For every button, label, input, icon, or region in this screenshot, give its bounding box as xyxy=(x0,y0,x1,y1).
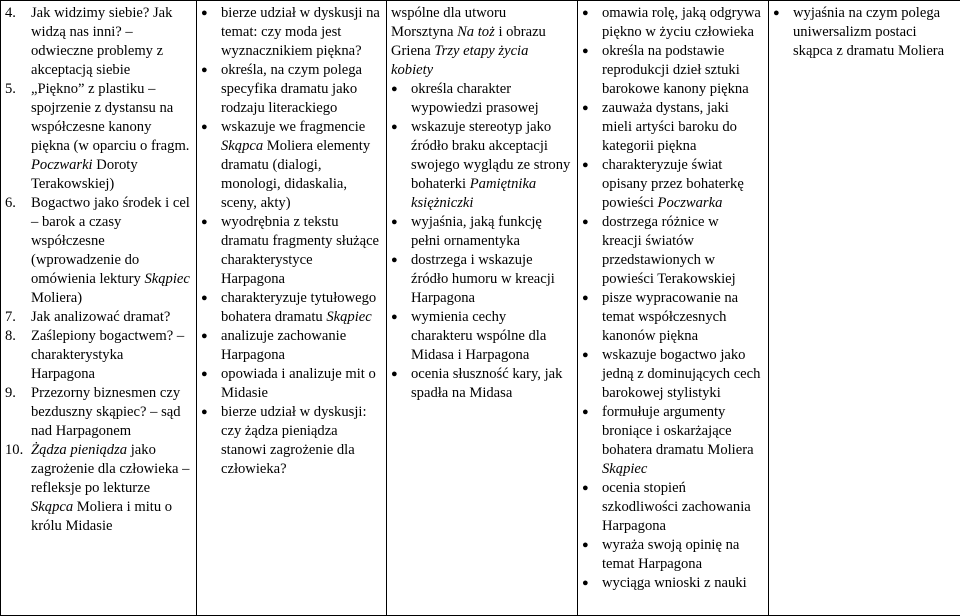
bullet-icon: ● xyxy=(201,365,221,403)
advanced-requirement-item xyxy=(582,479,762,536)
extended-requirement-item xyxy=(391,213,571,251)
topic-number: 9. xyxy=(5,384,31,441)
topic-text: „Piękno” z plastiku – spojrzenie z dystansu na współczesne kanony piękna (w oparciu o fragm. Poczwarki Doroty Terakowskiej) xyxy=(31,80,190,194)
topics-cell xyxy=(1,1,197,616)
extended-requirements-list xyxy=(391,80,571,403)
bullet-icon: ● xyxy=(773,4,793,61)
bullet-icon: ● xyxy=(582,574,602,593)
bullet-text: określa na podstawie reprodukcji dzieł sztuki barokowe kanony piękna xyxy=(602,42,762,99)
bullet-text: ocenia słuszność kary, jak spadła na Midasa xyxy=(411,365,571,403)
bullet-text: wskazuje bogactwo jako jedną z dominujących cech barokowej stylistyki xyxy=(602,346,762,403)
bullet-text: dostrzega różnice w kreacji światów przedstawionych w powieści Terakowskiej xyxy=(602,213,762,289)
topic-item xyxy=(5,384,190,441)
bullet-text: wymienia cechy charakteru wspólne dla Midasa i Harpagona xyxy=(411,308,571,365)
basic-requirements-list xyxy=(201,4,380,479)
bullet-icon: ● xyxy=(391,80,411,118)
topic-item xyxy=(5,441,190,536)
bullet-icon: ● xyxy=(391,308,411,365)
basic-requirement-item xyxy=(201,289,380,327)
topic-number: 7. xyxy=(5,308,31,327)
bullet-icon: ● xyxy=(391,213,411,251)
basic-requirement-item xyxy=(201,118,380,213)
bullet-text: omawia rolę, jaką odgrywa piękno w życiu człowieka xyxy=(602,4,762,42)
bullet-icon: ● xyxy=(582,536,602,574)
topic-number: 5. xyxy=(5,80,31,194)
bullet-icon: ● xyxy=(201,327,221,365)
advanced-requirement-item xyxy=(582,42,762,99)
topic-number: 10. xyxy=(5,441,31,536)
topic-item xyxy=(5,327,190,384)
bullet-text: wyciąga wnioski z nauki xyxy=(602,574,762,593)
bullet-text: bierze udział w dyskusji: czy żądza pieniądza stanowi zagrożenie dla człowieka? xyxy=(221,403,380,479)
topic-number: 6. xyxy=(5,194,31,308)
bullet-icon: ● xyxy=(582,4,602,42)
bullet-icon: ● xyxy=(582,479,602,536)
topic-text: Bogactwo jako środek i cel – barok a czasy współczesne (wprowadzenie do omówienia lektury Skąpiec Moliera) xyxy=(31,194,190,308)
extended-requirement-item xyxy=(391,365,571,403)
extended-requirements-cell xyxy=(387,1,578,616)
bullet-text: formułuje argumenty broniące i oskarżające bohatera dramatu Moliera Skąpiec xyxy=(602,403,762,479)
topic-number: 8. xyxy=(5,327,31,384)
basic-requirements-cell xyxy=(197,1,387,616)
bullet-text: wyodrębnia z tekstu dramatu fragmenty służące charakterystyce Harpagona xyxy=(221,213,380,289)
advanced-requirement-item xyxy=(582,213,762,289)
bullet-icon: ● xyxy=(582,99,602,156)
table-row xyxy=(1,1,960,616)
bullet-text: wyjaśnia na czym polega uniwersalizm postaci skąpca z dramatu Moliera xyxy=(793,4,954,61)
topic-text: Jak analizować dramat? xyxy=(31,308,190,327)
topic-item xyxy=(5,308,190,327)
advanced-requirement-item xyxy=(582,4,762,42)
extended-requirement-item xyxy=(391,118,571,213)
extended-requirement-item xyxy=(391,251,571,308)
bullet-icon: ● xyxy=(391,118,411,213)
bullet-text: pisze wypracowanie na temat współczesnych kanonów piękna xyxy=(602,289,762,346)
topic-text: Jak widzimy siebie? Jak widzą nas inni? – odwieczne problemy z akceptacją siebie xyxy=(31,4,190,80)
bullet-text: analizuje zachowanie Harpagona xyxy=(221,327,380,365)
bullet-text: określa, na czym polega specyfika dramatu jako rodzaju literackiego xyxy=(221,61,380,118)
advanced-requirement-item xyxy=(582,156,762,213)
bullet-icon: ● xyxy=(391,251,411,308)
bullet-text: wskazuje stereotyp jako źródło braku akceptacji swojego wyglądu ze strony bohaterki Pamiętnika księżniczki xyxy=(411,118,571,213)
topic-item xyxy=(5,80,190,194)
advanced-requirement-item xyxy=(582,289,762,346)
excellent-requirements-list xyxy=(773,4,954,61)
advanced-requirement-item xyxy=(582,536,762,574)
topic-text: Żądza pieniądza jako zagrożenie dla człowieka – refleksje po lekturze Skąpca Moliera i mitu o królu Midasie xyxy=(31,441,190,536)
bullet-text: zauważa dystans, jaki mieli artyści baroku do kategorii piękna xyxy=(602,99,762,156)
bullet-icon: ● xyxy=(582,156,602,213)
excellent-requirements-cell xyxy=(769,1,960,616)
bullet-text: określa charakter wypowiedzi prasowej xyxy=(411,80,571,118)
bullet-text: wskazuje we fragmencie Skąpca Moliera elementy dramatu (dialogi, monologi, didaskalia, sceny, akty) xyxy=(221,118,380,213)
bullet-icon: ● xyxy=(201,213,221,289)
topic-number: 4. xyxy=(5,4,31,80)
bullet-icon: ● xyxy=(582,403,602,479)
bullet-icon: ● xyxy=(201,61,221,118)
bullet-icon: ● xyxy=(582,42,602,99)
bullet-text: wyjaśnia, jaką funkcję pełni ornamentyka xyxy=(411,213,571,251)
topic-item xyxy=(5,194,190,308)
bullet-icon: ● xyxy=(201,118,221,213)
bullet-icon: ● xyxy=(582,289,602,346)
basic-requirement-item xyxy=(201,4,380,61)
bullet-icon: ● xyxy=(582,213,602,289)
topic-text: Zaślepiony bogactwem? – charakterystyka Harpagona xyxy=(31,327,190,384)
bullet-text: charakteryzuje tytułowego bohatera dramatu Skąpiec xyxy=(221,289,380,327)
bullet-text: charakteryzuje świat opisany przez bohaterkę powieści Poczwarka xyxy=(602,156,762,213)
bullet-text: ocenia stopień szkodliwości zachowania Harpagona xyxy=(602,479,762,536)
basic-requirement-item xyxy=(201,327,380,365)
basic-requirement-item xyxy=(201,365,380,403)
topic-text: Przezorny biznesmen czy bezduszny skąpiec? – sąd nad Harpagonem xyxy=(31,384,190,441)
bullet-icon: ● xyxy=(201,403,221,479)
advanced-requirements-cell xyxy=(578,1,769,616)
basic-requirement-item xyxy=(201,213,380,289)
bullet-icon: ● xyxy=(201,4,221,61)
bullet-icon: ● xyxy=(201,289,221,327)
continued-text: wspólne dla utworu Morsztyna Na toż i obrazu Griena Trzy etapy życia kobiety xyxy=(391,4,571,80)
topic-item xyxy=(5,4,190,80)
bullet-text: wyraża swoją opinię na temat Harpagona xyxy=(602,536,762,574)
bullet-text: opowiada i analizuje mit o Midasie xyxy=(221,365,380,403)
advanced-requirement-item xyxy=(582,574,762,593)
bullet-icon: ● xyxy=(582,346,602,403)
extended-requirement-item xyxy=(391,80,571,118)
bullet-text: bierze udział w dyskusji na temat: czy moda jest wyznacznikiem piękna? xyxy=(221,4,380,61)
advanced-requirements-list xyxy=(582,4,762,593)
basic-requirement-item xyxy=(201,403,380,479)
advanced-requirement-item xyxy=(582,99,762,156)
topics-list xyxy=(5,4,190,536)
advanced-requirement-item xyxy=(582,403,762,479)
bullet-text: dostrzega i wskazuje źródło humoru w kreacji Harpagona xyxy=(411,251,571,308)
bullet-icon: ● xyxy=(391,365,411,403)
advanced-requirement-item xyxy=(582,346,762,403)
excellent-requirement-item xyxy=(773,4,954,61)
basic-requirement-item xyxy=(201,61,380,118)
extended-requirement-item xyxy=(391,308,571,365)
